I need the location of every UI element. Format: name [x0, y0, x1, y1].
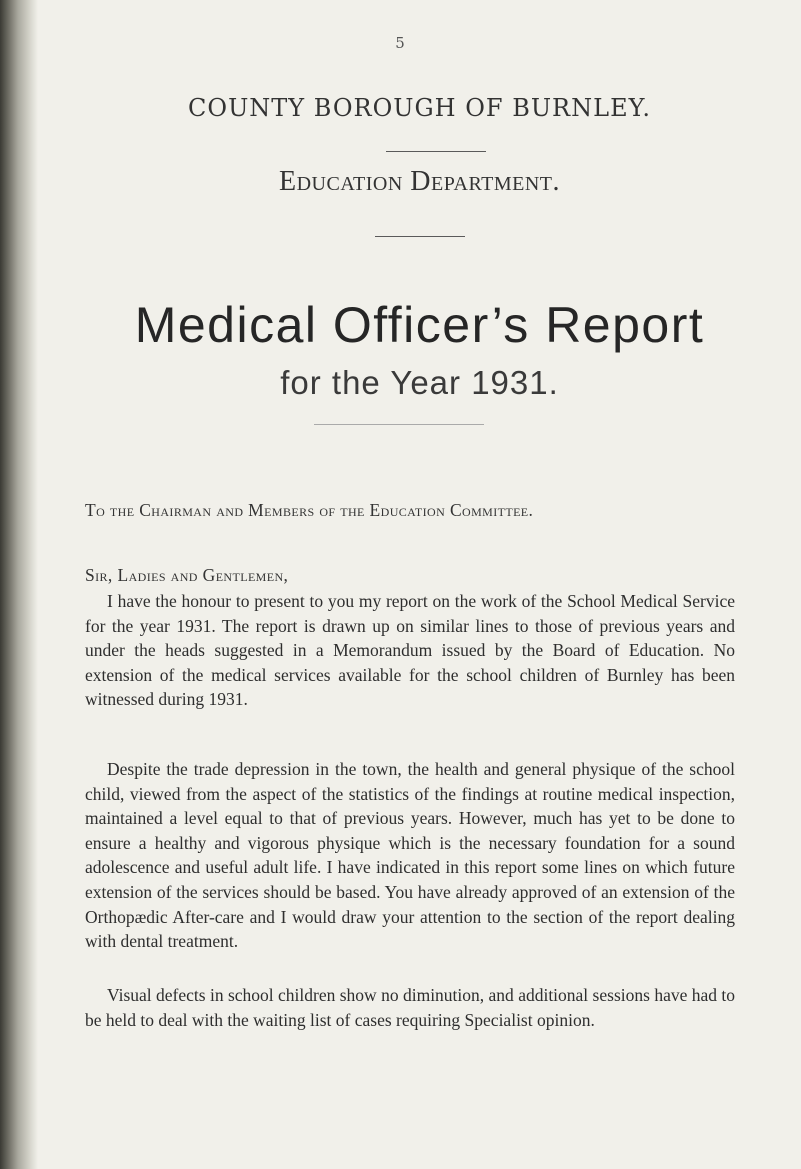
- divider-rule: [314, 424, 484, 425]
- letter-salutation: Sir, Ladies and Gentlemen,: [85, 565, 289, 585]
- report-year: for the Year 1931.: [280, 364, 559, 401]
- borough-heading: COUNTY BOROUGH OF BURNLEY.: [188, 94, 651, 122]
- body-paragraph: Despite the trade depression in the town, the health and general physique of the school child, viewed from the aspect of the statistics of the findings at routine medical inspection, maintained a level equal to that of previous years. However, much has yet to be done to ensure a healthy and vigorous physique which is the necessary foundation for a sound adolescence and useful adult life. I have indicated in this report some lines on which future extension of the services should be based. You have already approved of an extension of the Orthopædic After-care and I would draw your attention to the section of the report dealing with dental treatment.: [85, 759, 735, 952]
- body-paragraph: Visual defects in school children show no diminution, and additional sessions have had to be held to deal with the waiting list of cases requiring Specialist opinion.: [85, 985, 735, 1030]
- body-paragraph: I have the honour to present to you my report on the work of the School Medical Service for the year 1931. The report is drawn up on similar lines to those of previous years and under the heads suggested in a Memorandum issued by the Board of Education. No extension of the medical services available for the school children of Burnley has been witnessed during 1931.: [85, 591, 735, 710]
- divider-rule: [375, 236, 465, 237]
- divider-rule: [386, 151, 486, 152]
- report-title: Medical Officer’s Report: [134, 297, 705, 353]
- letter-addressee: To the Chairman and Members of the Education Committee.: [85, 500, 534, 520]
- page-binding-edge: [0, 0, 38, 1169]
- department-heading: Education Department.: [278, 166, 560, 197]
- page-number: 5: [395, 34, 405, 52]
